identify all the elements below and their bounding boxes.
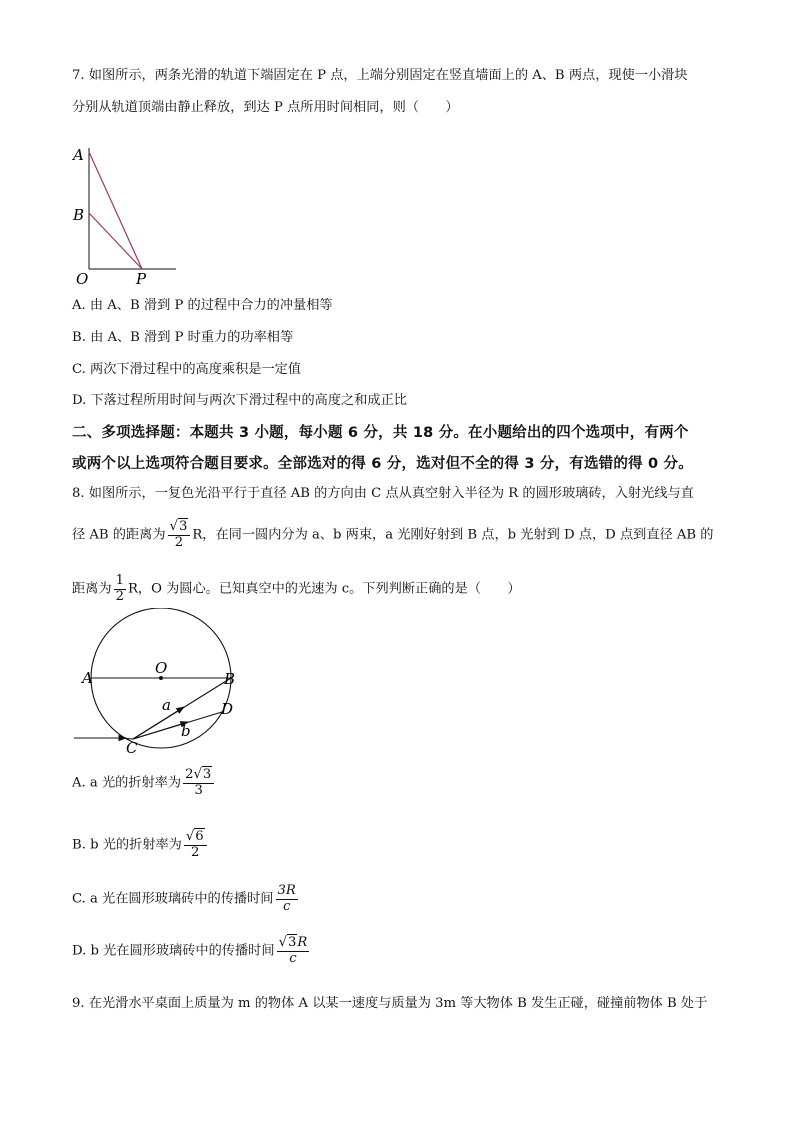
q7-option-c: C. 两次下滑过程中的高度乘积是一定值 <box>72 362 302 377</box>
q8-line3 <box>72 574 521 604</box>
q8-line1: 8. 如图所示，一复色光沿平行于直径 AB 的方向由 C 点从真空射入半径为 R 的圆形玻璃砖，入射光线与直 <box>72 486 694 501</box>
sqrt-icon: √ <box>169 519 178 534</box>
q8-option-b-text: B. b 光的折射率为 <box>72 837 182 853</box>
q8-frac-1-over-2 <box>114 574 126 604</box>
q8-frac2-num: 1 <box>115 573 124 588</box>
section2-line1: 二、多项选择题：本题共 3 小题，每小题 6 分，共 18 分。在小题给出的四个选项中，有两个 <box>72 425 689 441</box>
q8-option-a-frac <box>183 768 214 798</box>
q7-label-b: B <box>73 206 85 224</box>
section2-line2: 或两个以上选项符合题目要求。全部选对的得 6 分，选对但不全的得 3 分，有选错的得 0 分。 <box>72 456 693 472</box>
q8-option-b-den: 2 <box>191 844 200 860</box>
q8-option-a-text: A. a 光的折射率为 <box>72 775 182 791</box>
q8-label-c: C <box>126 739 138 757</box>
q7-label-a: A <box>73 146 84 164</box>
q7-figure <box>70 138 190 288</box>
q7-option-d: D. 下落过程所用时间与两次下滑过程中的高度之和成正比 <box>72 393 407 408</box>
q7-stem-line1: 7. 如图所示，两条光滑的轨道下端固定在 P 点，上端分别固定在竖直墙面上的 A、B 两点，现使一小滑块 <box>72 68 688 83</box>
q8-label-a-ray: a <box>162 696 171 714</box>
q8-ray-a-arrow <box>133 707 184 739</box>
q8-option-c-frac <box>276 884 298 914</box>
q8-line3-rest: R，O 为圆心。已知真空中的光速为 c。下列判断正确的是（ ） <box>127 581 521 597</box>
q8-line2-start: 径 AB 的距离为 <box>72 527 166 543</box>
q8-option-c-den: c <box>282 898 291 914</box>
q8-option-a-coef: 2 <box>185 767 194 782</box>
q8-line2 <box>72 520 713 550</box>
sqrt-icon: √ <box>185 829 195 844</box>
q8-frac1-den: 2 <box>174 534 184 550</box>
q8-frac-sqrt3-over-2 <box>168 520 191 550</box>
q7-option-b: B. 由 A、B 滑到 P 时重力的功率相等 <box>72 330 294 345</box>
q8-option-d <box>72 936 311 966</box>
q8-option-a-den: 3 <box>194 782 203 798</box>
q9-line1: 9. 在光滑水平桌面上质量为 m 的物体 A 以某一速度与质量为 3m 等大物体 B 发生正碰，碰撞前物体 B 处于 <box>72 996 708 1011</box>
q8-frac2-den: 2 <box>115 588 124 604</box>
q8-option-b <box>72 830 209 860</box>
q8-frac1-num: 3 <box>178 519 188 534</box>
q7-stem-line2: 分别从轨道顶端由静止释放，到达 P 点所用时间相同，则（ ） <box>72 100 459 115</box>
sqrt-icon: √ <box>278 935 287 950</box>
q8-option-d-frac <box>277 936 310 966</box>
q8-label-a-point: A <box>82 669 93 687</box>
q8-option-d-den: c <box>289 950 297 966</box>
q7-label-o: O <box>76 270 89 288</box>
q7-track-a <box>89 152 142 269</box>
q8-option-c <box>72 884 300 914</box>
q8-option-c-num: 3R <box>277 883 296 898</box>
q8-label-b-point: B <box>224 670 236 688</box>
q7-label-p: P <box>136 270 147 288</box>
q7-track-b <box>89 213 142 269</box>
q8-option-d-text: D. b 光在圆形玻璃砖中的传播时间 <box>72 943 275 959</box>
q8-option-a <box>72 768 216 798</box>
q8-label-o: O <box>155 659 168 677</box>
q8-option-a-rad: 3 <box>202 767 212 782</box>
q8-figure <box>70 608 250 758</box>
q8-option-d-rad: 3 <box>287 935 297 950</box>
sqrt-icon: √ <box>193 767 202 782</box>
q8-label-b-ray: b <box>181 722 191 740</box>
q8-ray-b-arrow <box>133 722 188 739</box>
q8-option-b-rad: 6 <box>195 829 204 844</box>
q8-line2-rest: R，在同一圆内分为 a、b 两束，a 光刚好射到 B 点，b 光射到 D 点，D 点到直径 AB 的 <box>192 527 714 543</box>
q8-option-d-tail: R <box>297 935 308 950</box>
q7-option-a: A. 由 A、B 滑到 P 的过程中合力的冲量相等 <box>72 298 333 313</box>
q8-label-d: D <box>221 700 234 718</box>
q8-option-b-frac <box>184 830 207 860</box>
q8-line3-start: 距离为 <box>72 581 112 597</box>
q8-option-c-text: C. a 光在圆形玻璃砖中的传播时间 <box>72 891 274 907</box>
